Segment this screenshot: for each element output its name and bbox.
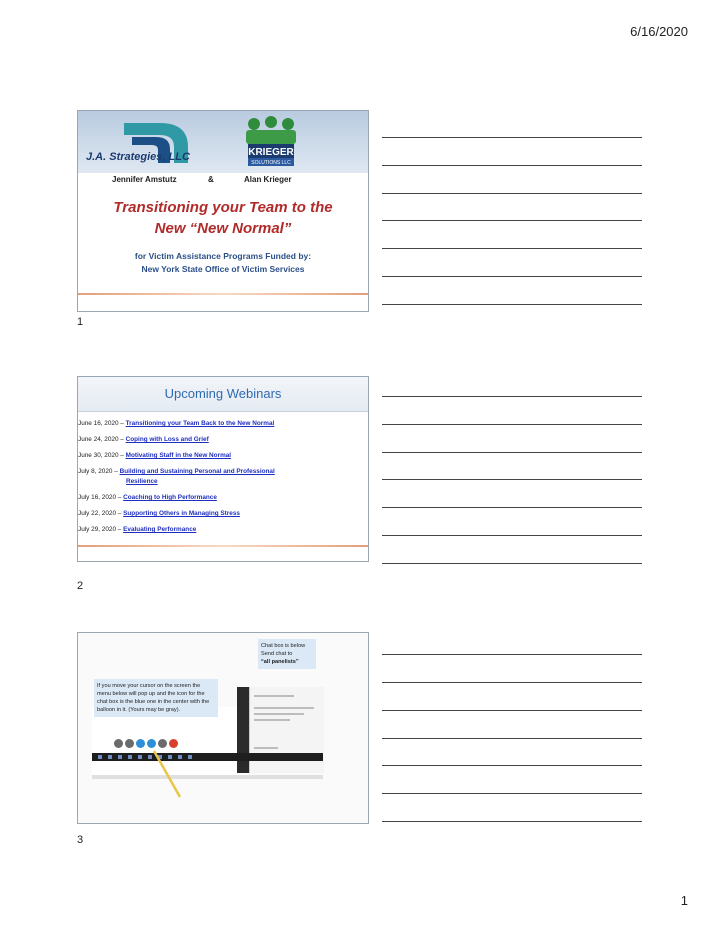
chat-row <box>254 695 294 697</box>
note-line <box>382 137 642 138</box>
webinar-link[interactable]: Motivating Staff in the New Normal <box>125 452 232 459</box>
title-line-1: Transitioning your Team to the <box>113 199 333 216</box>
note-line <box>382 738 642 739</box>
webinar-date: June 16, 2020 – <box>78 420 124 427</box>
webinar-item <box>78 419 364 429</box>
note-line <box>382 193 642 194</box>
note-line <box>382 452 642 453</box>
callout-chat-icon-tip: If you move your cursor on the screen the menu below will pop up and the icon for the chat box is the blue one in the center with the balloon in it. (Yours may be gray). <box>94 679 218 717</box>
screenshot-taskbar <box>92 753 323 761</box>
webinar-list <box>78 413 364 535</box>
slide-2-header <box>78 377 368 412</box>
webinar-link[interactable]: Building and Sustaining Personal and Professional <box>119 468 275 475</box>
krieger-logo-subtext: SOLUTIONS LLC <box>251 160 291 166</box>
note-line <box>382 563 642 564</box>
webinar-date: July 29, 2020 – <box>78 526 122 533</box>
krieger-logo-text: KRIEGER <box>248 147 294 158</box>
slide-2-title: Upcoming Webinars <box>164 386 282 401</box>
chat-row <box>254 719 290 721</box>
slide-2-notes <box>382 376 642 566</box>
subtitle-line-1: for Victim Assistance Programs Funded by: <box>134 251 312 261</box>
note-line <box>382 396 642 397</box>
webinar-link[interactable]: Coaching to High Performance <box>123 494 217 501</box>
title-line-2: New “New Normal” <box>154 220 292 237</box>
slide-1-footer-line <box>78 293 368 295</box>
webinar-date: June 24, 2020 – <box>78 436 124 443</box>
presenter-1: Jennifer Amstutz <box>112 175 177 184</box>
yellow-arrow-icon <box>150 747 184 799</box>
webinar-item <box>78 451 364 461</box>
webinar-link[interactable]: Transitioning your Team Back to the New Normal <box>125 420 275 427</box>
note-line <box>382 479 642 480</box>
callout-chat-box-tip <box>258 639 316 669</box>
webinar-item <box>78 525 364 535</box>
subtitle-line-2: New York State Office of Victim Services <box>141 264 305 274</box>
note-line <box>382 654 642 655</box>
slide-1-title <box>88 197 358 239</box>
webinar-item <box>78 435 364 445</box>
note-line <box>382 682 642 683</box>
taskbar-app-icon <box>98 755 102 759</box>
note-line <box>382 765 642 766</box>
callout-line-2: Send chat to <box>261 651 293 657</box>
taskbar-app-icon <box>118 755 122 759</box>
webinar-date: July 8, 2020 – <box>78 468 118 475</box>
page-number: 1 <box>680 893 688 908</box>
krieger-solutions-logo-icon <box>242 114 300 170</box>
webinar-date: June 30, 2020 – <box>78 452 124 459</box>
mic-button-icon[interactable] <box>114 739 123 748</box>
slide-1 <box>77 110 369 312</box>
taskbar-app-icon <box>188 755 192 759</box>
note-line <box>382 710 642 711</box>
screenshot-bottom-band <box>92 775 323 779</box>
webinar-item <box>78 467 364 487</box>
note-line <box>382 535 642 536</box>
note-line <box>382 220 642 221</box>
slide-2 <box>77 376 369 562</box>
callout-line-3: “all panelists” <box>261 659 299 665</box>
note-line <box>382 165 642 166</box>
slide-1-subtitle <box>88 250 358 276</box>
note-line <box>382 821 642 822</box>
ja-strategies-logo-text: J.A. Strategies, LLC <box>86 151 190 163</box>
slide-3 <box>77 632 369 824</box>
chat-row <box>254 707 314 709</box>
webinar-item <box>78 493 364 503</box>
slide-1-number: 1 <box>77 316 84 328</box>
webinar-item <box>78 509 364 519</box>
chat-row <box>254 713 304 715</box>
page-date: 6/16/2020 <box>630 24 688 39</box>
video-button-icon[interactable] <box>125 739 134 748</box>
slide-3-notes <box>382 632 642 826</box>
webinar-link[interactable]: Supporting Others in Managing Stress <box>123 510 240 517</box>
taskbar-app-icon <box>138 755 142 759</box>
slide-1-notes <box>382 110 642 310</box>
taskbar-app-icon <box>128 755 132 759</box>
note-line <box>382 276 642 277</box>
note-line <box>382 304 642 305</box>
chat-balloon-button-icon[interactable] <box>136 739 145 748</box>
slide-2-footer-line <box>78 545 368 547</box>
webinar-date: July 16, 2020 – <box>78 494 122 501</box>
webinar-date: July 22, 2020 – <box>78 510 122 517</box>
presenter-2: Alan Krieger <box>244 175 292 184</box>
chat-row <box>254 747 278 749</box>
note-line <box>382 248 642 249</box>
note-line <box>382 793 642 794</box>
webinar-link-continued[interactable]: Resilience <box>126 478 158 485</box>
taskbar-app-icon <box>108 755 112 759</box>
slide-2-number: 2 <box>77 580 84 592</box>
slide-3-number: 3 <box>77 834 84 846</box>
callout-line-1: Chat box is below <box>261 643 306 649</box>
ampersand: & <box>208 175 214 184</box>
webinar-link[interactable]: Evaluating Performance <box>123 526 197 533</box>
webinar-link[interactable]: Coping with Loss and Grief <box>125 436 209 443</box>
note-line <box>382 507 642 508</box>
note-line <box>382 424 642 425</box>
